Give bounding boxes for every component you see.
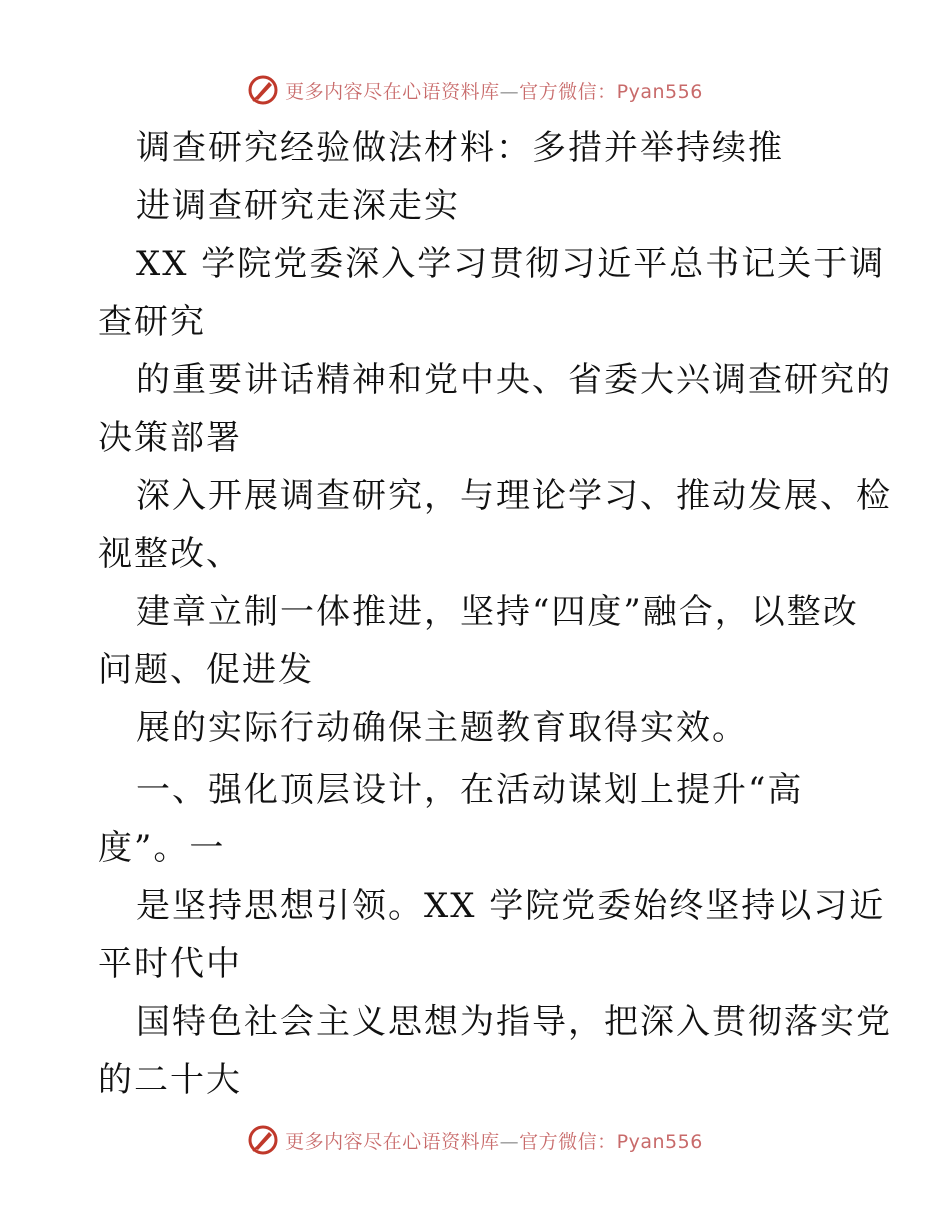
- document-line: 国特色社会主义思想为指导，把深入贯彻落实党: [136, 1002, 892, 1042]
- document-line: XX 学院党委深入学习贯彻习近平总书记关于调: [136, 244, 886, 284]
- document-line: 深入开展调查研究，与理论学习、推动发展、检: [136, 476, 892, 516]
- watermark-text: 更多内容尽在心语资料库—官方微信：Pyan556: [285, 1130, 703, 1153]
- document-line: 视整改、: [98, 534, 242, 574]
- quill-circle-logo-icon: [247, 1124, 279, 1156]
- document-line: 度”。一: [98, 828, 226, 868]
- document-line: 查研究: [98, 302, 206, 342]
- document-line: 平时代中: [98, 944, 242, 984]
- document-line: 建章立制一体推进，坚持“四度”融合，以整改: [136, 592, 859, 632]
- document-line: 展的实际行动确保主题教育取得实效。: [136, 708, 748, 748]
- document-line: 进调查研究走深走实: [136, 186, 460, 226]
- document-line: 调查研究经验做法材料：多措并举持续推: [136, 128, 784, 168]
- document-line: 决策部署: [98, 418, 242, 458]
- watermark-text: 更多内容尽在心语资料库—官方微信：Pyan556: [285, 80, 703, 103]
- document-line: 的重要讲话精神和党中央、省委大兴调查研究的: [136, 360, 892, 400]
- document-line: 的二十大: [98, 1060, 242, 1100]
- document-line: 一、强化顶层设计，在活动谋划上提升“高: [136, 770, 804, 810]
- document-line: 问题、促进发: [98, 650, 314, 690]
- document-line: 是坚持思想引领。XX 学院党委始终坚持以习近: [136, 886, 886, 926]
- footer-watermark: [0, 1120, 950, 1160]
